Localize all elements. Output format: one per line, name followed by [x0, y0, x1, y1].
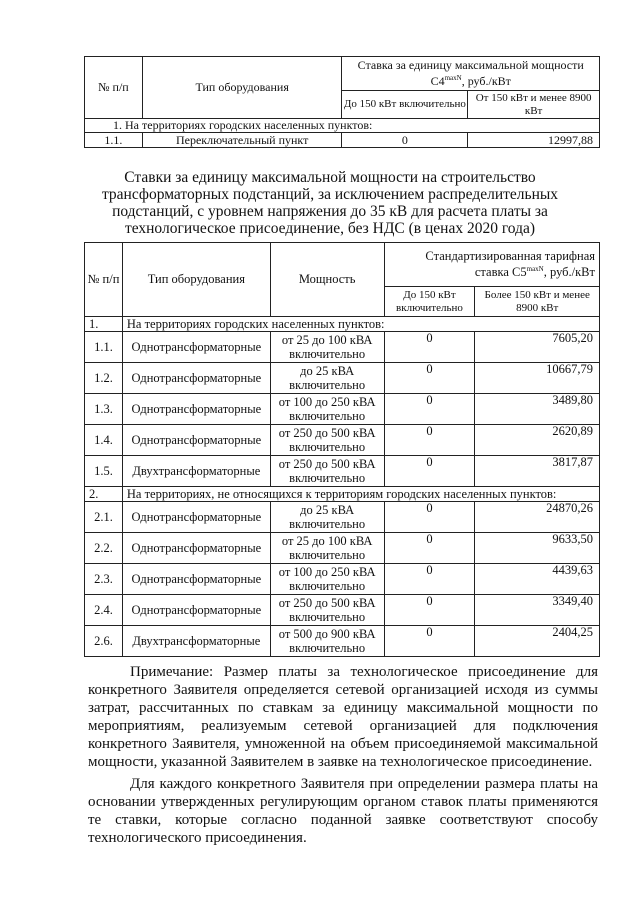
section-row: 1. На территориях городских населенных пунктов: — [85, 119, 600, 133]
note-block — [88, 663, 598, 847]
table-row: 2.4. Однотрансформаторные от 250 до 500 кВА включительно 0 3349,40 — [85, 595, 600, 626]
table-row: 1.5. Двухтрансформаторные от 250 до 500 кВА включительно 0 3817,87 — [85, 456, 600, 487]
header-sub-b: Более 150 кВт и менее 8900 кВт — [475, 287, 600, 317]
table-row: 2.2. Однотрансформаторные от 25 до 100 кВА включительно 0 9633,50 — [85, 533, 600, 564]
section-title: Ставки за единицу максимальной мощности на строительство трансформаторных подстанций, за исключением распределительных подстанций, с уровнем напряжения до 35 кВ для расчета платы за технологическое присоединение, без НДС (в ценах 2020 года) — [101, 169, 559, 237]
header-rate: Стандартизированная тарифная ставка $C5^{maxN}$, руб./кВт — [384, 243, 599, 287]
header-type: Тип оборудования — [122, 243, 270, 317]
table-row: 1.2. Однотрансформаторные до 25 кВА включительно 0 10667,79 — [85, 363, 600, 394]
table-row: 1.1. Переключательный пункт 0 12997,88 — [85, 133, 600, 148]
rate-table-c5 — [84, 242, 600, 657]
section-row: 2. На территориях, не относящихся к территориям городских населенных пунктов: — [85, 487, 600, 502]
header-sub-a: До 150 кВт включительно — [342, 91, 468, 119]
note-paragraph: Примечание: Размер платы за технологическое присоединение для конкретного Заявителя определяется сетевой организацией исходя из суммы затрат, рассчитанных по ставкам за единицу максимальной мощности по мероприятиям, реализуемым сетевой организацией для подключения конкретного Заявителя, умноженной на объем присоединяемой максимальной мощности, указанной Заявителем в заявке на технологическое присоединение. — [88, 664, 598, 770]
header-type: Тип оборудования — [142, 57, 342, 119]
table-row: 1.4. Однотрансформаторные от 250 до 500 кВА включительно 0 2620,89 — [85, 425, 600, 456]
header-num: № п/п — [85, 57, 143, 119]
header-rate: Ставка за единицу максимальной мощности $C4^{maxN}$, руб./кВт — [342, 57, 600, 91]
table-row: 1.1. Однотрансформаторные от 25 до 100 кВА включительно 0 7605,20 — [85, 332, 600, 363]
header-sub-a: До 150 кВт включительно — [384, 287, 475, 317]
section-row: 1. На территориях городских населенных пунктов: — [85, 317, 600, 332]
rate-table-c4 — [84, 56, 600, 148]
header-num: № п/п — [85, 243, 123, 317]
table-row: 2.3. Однотрансформаторные от 100 до 250 кВА включительно 0 4439,63 — [85, 564, 600, 595]
note-paragraph: Для каждого конкретного Заявителя при определении размера платы на основании утвержденных регулирующим органом ставок платы применяются те ставки, которые согласно поданной заявке соответствуют способу технологического присоединения. — [88, 776, 598, 846]
table-row: 1.3. Однотрансформаторные от 100 до 250 кВА включительно 0 3489,80 — [85, 394, 600, 425]
table-row: 2.6. Двухтрансформаторные от 500 до 900 кВА включительно 0 2404,25 — [85, 626, 600, 657]
table-row: 2.1. Однотрансформаторные до 25 кВА включительно 0 24870,26 — [85, 502, 600, 533]
header-sub-b: От 150 кВт и менее 8900 кВт — [468, 91, 600, 119]
header-power: Мощность — [270, 243, 384, 317]
